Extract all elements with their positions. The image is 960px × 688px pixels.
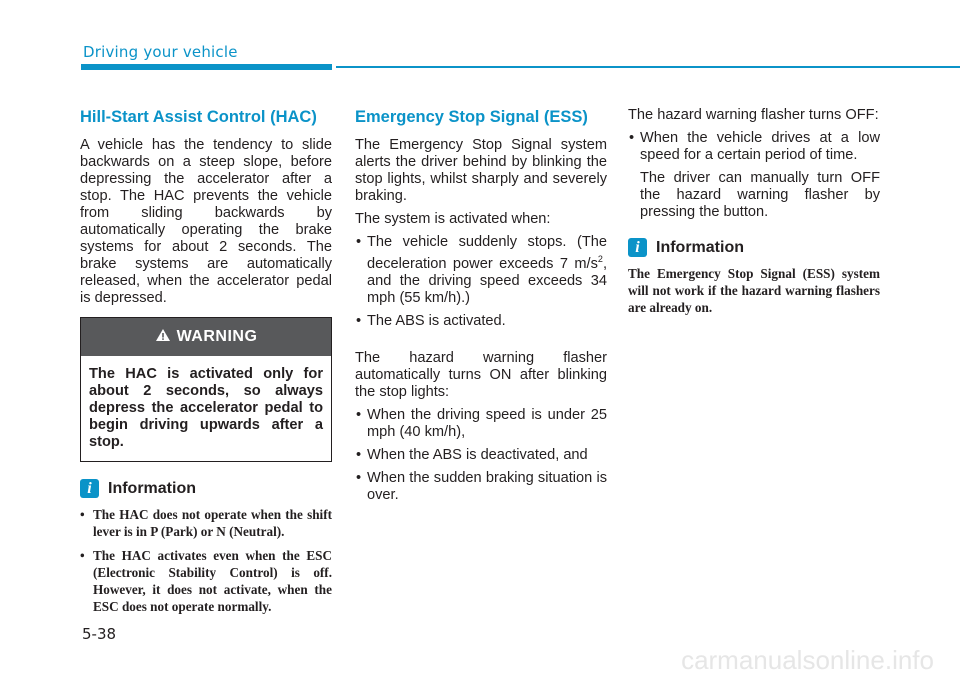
ess-flasher-off-text: The hazard warning flasher turns OFF: <box>628 107 879 123</box>
list-item: • The HAC does not operate when the shift lever is in P (Park) or N (Neutral). <box>80 506 332 540</box>
ess-info-text: The Emergency Stop Signal (ESS) system will not work if the hazard warning flashers are already on. <box>628 266 880 315</box>
list-item: • When the vehicle drives at a low speed for a certain period of time. <box>628 130 880 164</box>
ess-flasher-on-text: The hazard warning flasher automatically turns ON after blinking the stop lights: <box>355 349 607 400</box>
list-item: • When the driving speed is under 25 mph (40 km/h), <box>355 407 607 441</box>
section-header-title: Driving your vehicle <box>83 43 238 61</box>
ess-flasher-off-note: The driver can manually turn OFF the hazard warning flasher by pressing the button. <box>640 170 880 220</box>
list-item: • When the sudden braking situation is over. <box>355 470 607 504</box>
list-item: • When the ABS is deactivated, and <box>355 447 607 464</box>
warning-text: The HAC is activated only for about 2 seconds, so always depress the accelerator pedal to begin driving upwards after a stop. <box>89 366 323 450</box>
info-icon: i <box>628 238 647 257</box>
hac-info-heading <box>80 479 332 498</box>
column-ess <box>355 107 607 510</box>
watermark: carmanualsonline.info <box>681 645 934 675</box>
header-rule-thick <box>81 64 332 70</box>
warning-triangle-icon <box>155 328 171 347</box>
list-item: • The ABS is activated. <box>355 313 607 330</box>
warning-box <box>80 317 332 462</box>
column-hac <box>80 107 332 622</box>
hac-paragraph: A vehicle has the tendency to slide backwards on a steep slope, before depressing the accelerator after a stop. The HAC prevents the vehicle from sliding backwards by automatically operating the brake systems for about 2 seconds. The brake systems are automatically released, when the accelerator pedal is depressed. <box>80 137 332 306</box>
hac-info-list <box>80 506 332 615</box>
info-icon: i <box>80 479 99 498</box>
ess-info-heading <box>628 238 880 257</box>
ess-title: Emergency Stop Signal (ESS) <box>355 108 588 126</box>
hac-title: Hill-Start Assist Control (HAC) <box>80 108 317 126</box>
ess-flasher-on-list <box>355 407 607 504</box>
page-number: 5-38 <box>82 625 117 643</box>
warning-header <box>81 318 331 356</box>
column-ess-continued <box>628 107 880 316</box>
ess-activated-list <box>355 234 607 330</box>
info-title: Information <box>108 479 196 497</box>
list-item: • The vehicle suddenly stops. (The deceleration power exceeds 7 $m/s^2$, and the driving speed exceeds 34 mph (55 km/h).) <box>355 234 607 307</box>
warning-label: WARNING <box>176 328 258 345</box>
ess-flasher-off-list <box>628 130 880 164</box>
info-title: Information <box>656 238 744 256</box>
list-item: • The HAC activates even when the ESC (Electronic Stability Control) is off. However, it does not activate, when the ESC does not operate normally. <box>80 547 332 615</box>
ess-intro: The Emergency Stop Signal system alerts the driver behind by blinking the stop lights, whilst sharply and severely braking. <box>355 137 607 204</box>
ess-activated-label: The system is activated when: <box>355 211 551 227</box>
header-rule-thin <box>336 66 960 68</box>
